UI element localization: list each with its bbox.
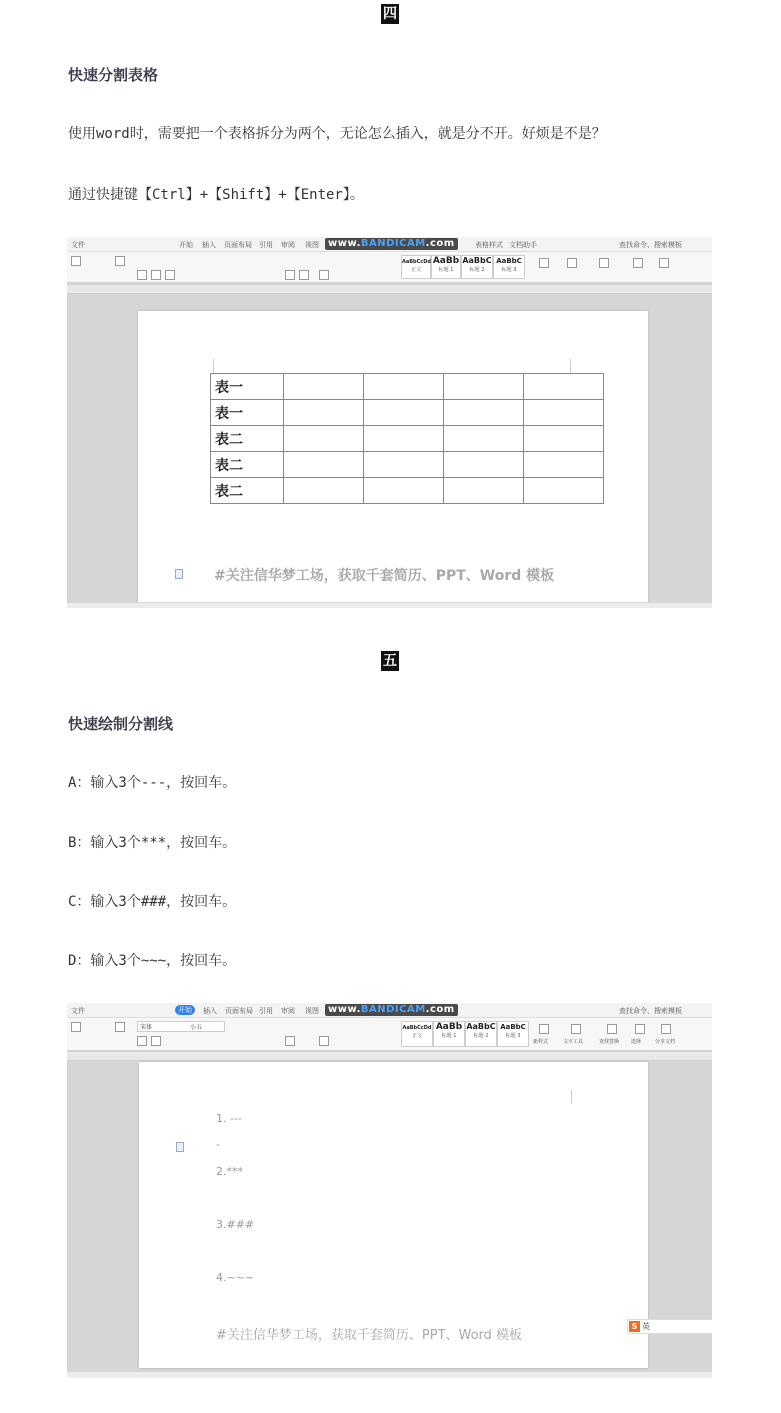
list-item-asterisks: 2.*** <box>216 1165 243 1178</box>
table-cell[interactable] <box>364 452 444 478</box>
list-item-hashes: 3.### <box>216 1218 255 1231</box>
table-cell[interactable] <box>284 478 364 504</box>
margin-mark <box>571 1090 572 1104</box>
menu-page-layout[interactable]: 页面布局 <box>224 241 252 249</box>
text-tools-icon[interactable] <box>571 1024 581 1034</box>
new-style-icon[interactable] <box>539 1024 549 1034</box>
format-painter-icon[interactable] <box>115 256 125 266</box>
table-cell[interactable] <box>524 426 604 452</box>
list-item-dash: - <box>216 1138 220 1151</box>
menu-references[interactable]: 引用 <box>259 1007 273 1015</box>
table-cell[interactable] <box>284 426 364 452</box>
ime-mode[interactable]: 英 <box>642 1322 650 1331</box>
menu-view[interactable]: 视图 <box>305 1007 319 1015</box>
paragraph-line-a: A：输入3个---，按回车。 <box>68 775 237 791</box>
menu-page-layout[interactable]: 页面布局 <box>225 1007 253 1015</box>
list-item-tildes: 4.~~~ <box>216 1271 255 1284</box>
menu-table-style[interactable]: 表格样式 <box>475 241 503 249</box>
style-heading-3[interactable]: AaBbC 标题 3 <box>497 1021 529 1047</box>
sogou-ime-icon[interactable]: S <box>629 1321 640 1332</box>
paste-icon[interactable] <box>71 1022 81 1032</box>
paragraph-line-b: B：输入3个***，按回车。 <box>68 835 237 851</box>
italic-icon[interactable] <box>151 1036 161 1046</box>
bold-icon[interactable] <box>137 1036 147 1046</box>
style-heading-3[interactable]: AaBbC 标题 3 <box>493 255 525 279</box>
new-style-icon[interactable] <box>539 258 549 268</box>
document-watermark-text: #关注信华梦工场，获取千套简历、PPT、Word 模板 <box>214 568 555 584</box>
table-cell[interactable] <box>524 478 604 504</box>
document-page <box>139 1062 648 1368</box>
share-icon[interactable] <box>659 258 669 268</box>
cursor-icon[interactable] <box>635 1024 645 1034</box>
menu-home-active[interactable]: 开始 <box>175 1005 195 1015</box>
paste-icon[interactable] <box>71 256 81 266</box>
table-cell[interactable]: 表二 <box>211 478 284 504</box>
margin-mark <box>213 359 214 373</box>
table-cell[interactable] <box>524 374 604 400</box>
select-icon[interactable] <box>633 258 643 268</box>
menu-insert[interactable]: 插入 <box>202 241 216 249</box>
ime-toolbar[interactable] <box>627 1319 712 1334</box>
table-cell[interactable] <box>284 374 364 400</box>
tool-new-style[interactable]: 新样式 <box>533 1039 549 1045</box>
section-number-five: 五 <box>383 653 397 669</box>
table-cell[interactable] <box>444 452 524 478</box>
table-cell[interactable] <box>364 426 444 452</box>
table-row <box>211 452 604 478</box>
tool-text-tools[interactable]: 文字工具 <box>563 1039 584 1045</box>
style-heading-2[interactable]: AaBbC 标题 2 <box>465 1021 497 1047</box>
table-cell[interactable] <box>364 400 444 426</box>
table-cell[interactable] <box>444 374 524 400</box>
horizontal-ruler <box>67 285 712 294</box>
section-heading-divider-lines: 快速绘制分割线 <box>68 715 174 733</box>
horizontal-ruler <box>67 1052 712 1061</box>
table-cell[interactable]: 表一 <box>211 374 284 400</box>
italic-icon[interactable] <box>151 270 161 280</box>
table-cell[interactable] <box>444 478 524 504</box>
menu-review[interactable]: 审阅 <box>281 241 295 249</box>
underline-icon[interactable] <box>165 270 175 280</box>
style-heading-1[interactable]: AaBb 标题 1 <box>433 1021 465 1047</box>
menu-file[interactable]: 文件 <box>71 1007 85 1015</box>
text-tools-icon[interactable] <box>567 258 577 268</box>
menu-doc-assistant[interactable]: 文档助手 <box>509 241 537 249</box>
tool-share-doc[interactable]: 分享文档 <box>655 1039 676 1045</box>
format-painter-icon[interactable] <box>115 1022 125 1032</box>
margin-mark <box>570 359 571 373</box>
font-name-select[interactable]: 宋体 小五 <box>137 1021 225 1032</box>
justify-icon[interactable] <box>319 1036 329 1046</box>
paragraph-split-table-intro: 使用word时，需要把一个表格拆分为两个，无论怎么插入，就是分不开。好烦是不是？ <box>68 126 606 142</box>
align-center-icon[interactable] <box>299 270 309 280</box>
tool-find-replace[interactable]: 查找替换 <box>599 1039 620 1045</box>
table-cell[interactable] <box>444 426 524 452</box>
paragraph-shortcut: 通过快捷键【Ctrl】+【Shift】+【Enter】。 <box>68 187 364 203</box>
justify-icon[interactable] <box>319 270 329 280</box>
style-normal[interactable]: AaBbCcDd 正文 <box>401 1021 433 1047</box>
table-cell[interactable] <box>524 400 604 426</box>
table-cell[interactable] <box>284 452 364 478</box>
menu-view[interactable]: 视图 <box>305 241 319 249</box>
paragraph-line-c: C：输入3个###，按回车。 <box>68 894 237 910</box>
menu-home[interactable]: 开始 <box>179 241 193 249</box>
table-cell[interactable]: 表一 <box>211 400 284 426</box>
bandicam-watermark: www.BANDICAM.com <box>325 238 458 250</box>
find-replace-icon[interactable] <box>599 258 609 268</box>
align-left-icon[interactable] <box>285 270 295 280</box>
table-cell[interactable] <box>444 400 524 426</box>
search-command[interactable]: 查找命令、搜索模板 <box>619 241 682 249</box>
table-row <box>211 400 604 426</box>
search-command[interactable]: 查找命令、搜索模板 <box>619 1007 682 1015</box>
paragraph-line-d: D：输入3个~~~，按回车。 <box>68 953 237 969</box>
table-cell[interactable] <box>364 374 444 400</box>
menu-insert[interactable]: 插入 <box>203 1007 217 1015</box>
list-item-dashes: 1. --- <box>216 1112 242 1125</box>
paragraph-marker-icon <box>176 1142 184 1152</box>
table-cell[interactable] <box>524 452 604 478</box>
table-row <box>211 478 604 504</box>
align-left-icon[interactable] <box>285 1036 295 1046</box>
section-heading-split-table: 快速分割表格 <box>68 66 159 84</box>
menu-references[interactable]: 引用 <box>259 241 273 249</box>
tool-select[interactable]: 选择 <box>631 1039 642 1045</box>
menu-review[interactable]: 审阅 <box>281 1007 295 1015</box>
split-table <box>210 373 604 504</box>
menu-file[interactable]: 文件 <box>71 241 85 249</box>
paragraph-marker-icon <box>175 569 183 579</box>
screenshot-split-table <box>67 237 712 608</box>
table-cell[interactable]: 表二 <box>211 426 284 452</box>
document-watermark-text: #关注信华梦工场，获取千套简历、PPT、Word 模板 <box>216 1328 523 1343</box>
table-row <box>211 426 604 452</box>
style-heading-1[interactable]: AaBb 标题 1 <box>431 255 461 279</box>
screenshot-divider-lines <box>67 1003 712 1378</box>
bandicam-watermark: www.BANDICAM.com <box>325 1004 458 1016</box>
ribbon-toolbar <box>67 1018 712 1051</box>
table-row <box>211 374 604 400</box>
share-icon[interactable] <box>661 1024 671 1034</box>
ribbon-toolbar <box>67 252 712 283</box>
bold-icon[interactable] <box>137 270 147 280</box>
style-heading-2[interactable]: AaBbC 标题 2 <box>461 255 493 279</box>
table-cell[interactable] <box>284 400 364 426</box>
table-cell[interactable] <box>364 478 444 504</box>
style-normal[interactable]: AaBbCcDd 正文 <box>401 255 431 279</box>
document-page <box>138 311 648 608</box>
section-number-four: 四 <box>383 6 397 22</box>
search-icon[interactable] <box>607 1024 617 1034</box>
table-cell[interactable]: 表二 <box>211 452 284 478</box>
status-bar <box>67 1371 712 1378</box>
status-bar <box>67 602 712 608</box>
